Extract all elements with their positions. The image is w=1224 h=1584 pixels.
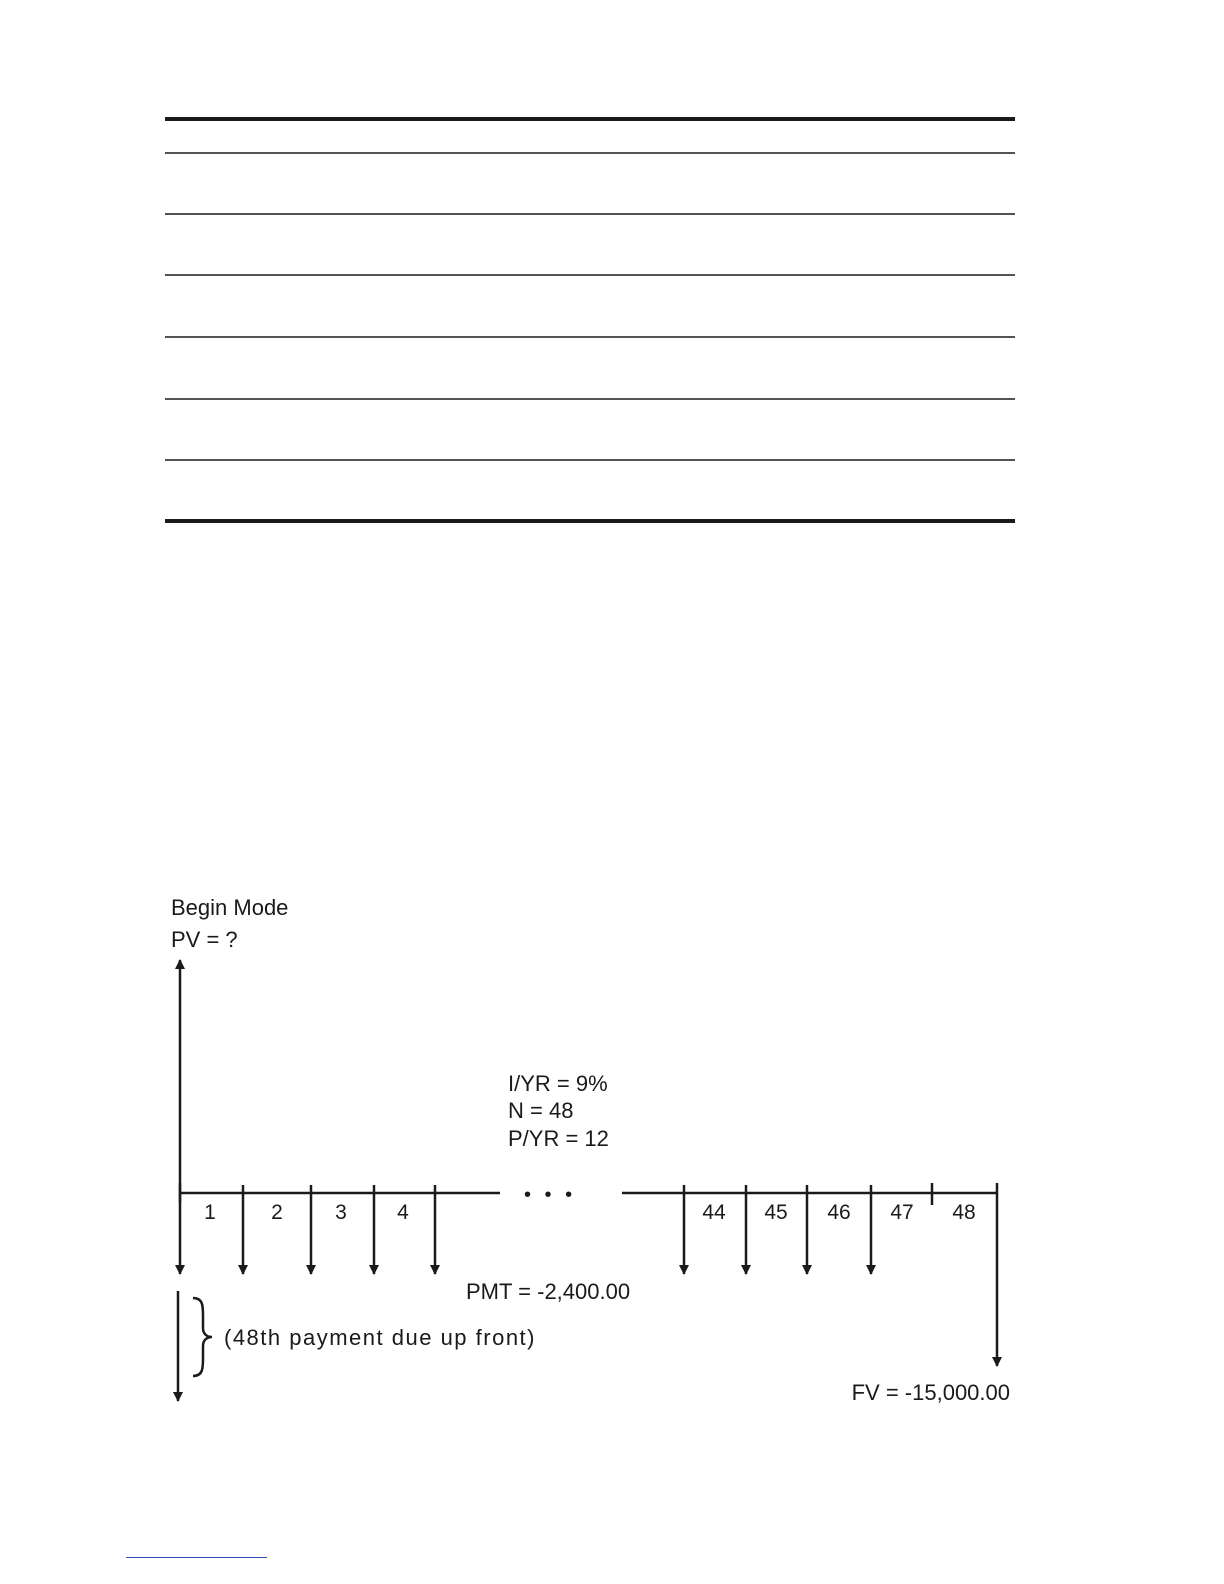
front-payment-note: (48th payment due up front): [224, 1325, 536, 1350]
period-label: 1: [204, 1201, 216, 1224]
footer-rule: [126, 1557, 267, 1558]
period-label: 2: [271, 1201, 283, 1224]
pmt-label: PMT = -2,400.00: [466, 1279, 631, 1304]
period-label: 3: [335, 1201, 347, 1224]
period-label: 46: [827, 1201, 851, 1224]
timeline-ellipsis: • • •: [524, 1184, 577, 1206]
param-n: N = 48: [508, 1098, 574, 1123]
brace-icon: [193, 1298, 212, 1376]
period-label: 48: [952, 1201, 976, 1224]
period-label: 45: [764, 1201, 788, 1224]
period-label: 44: [702, 1201, 726, 1224]
param-iyr: I/YR = 9%: [508, 1071, 608, 1096]
param-pyr: P/YR = 12: [508, 1126, 609, 1151]
pv-label: PV = ?: [171, 927, 238, 952]
fv-label: FV = -15,000.00: [851, 1380, 1010, 1405]
period-label: 4: [397, 1201, 409, 1224]
period-label: 47: [890, 1201, 914, 1224]
begin-mode-label: Begin Mode: [171, 895, 289, 920]
